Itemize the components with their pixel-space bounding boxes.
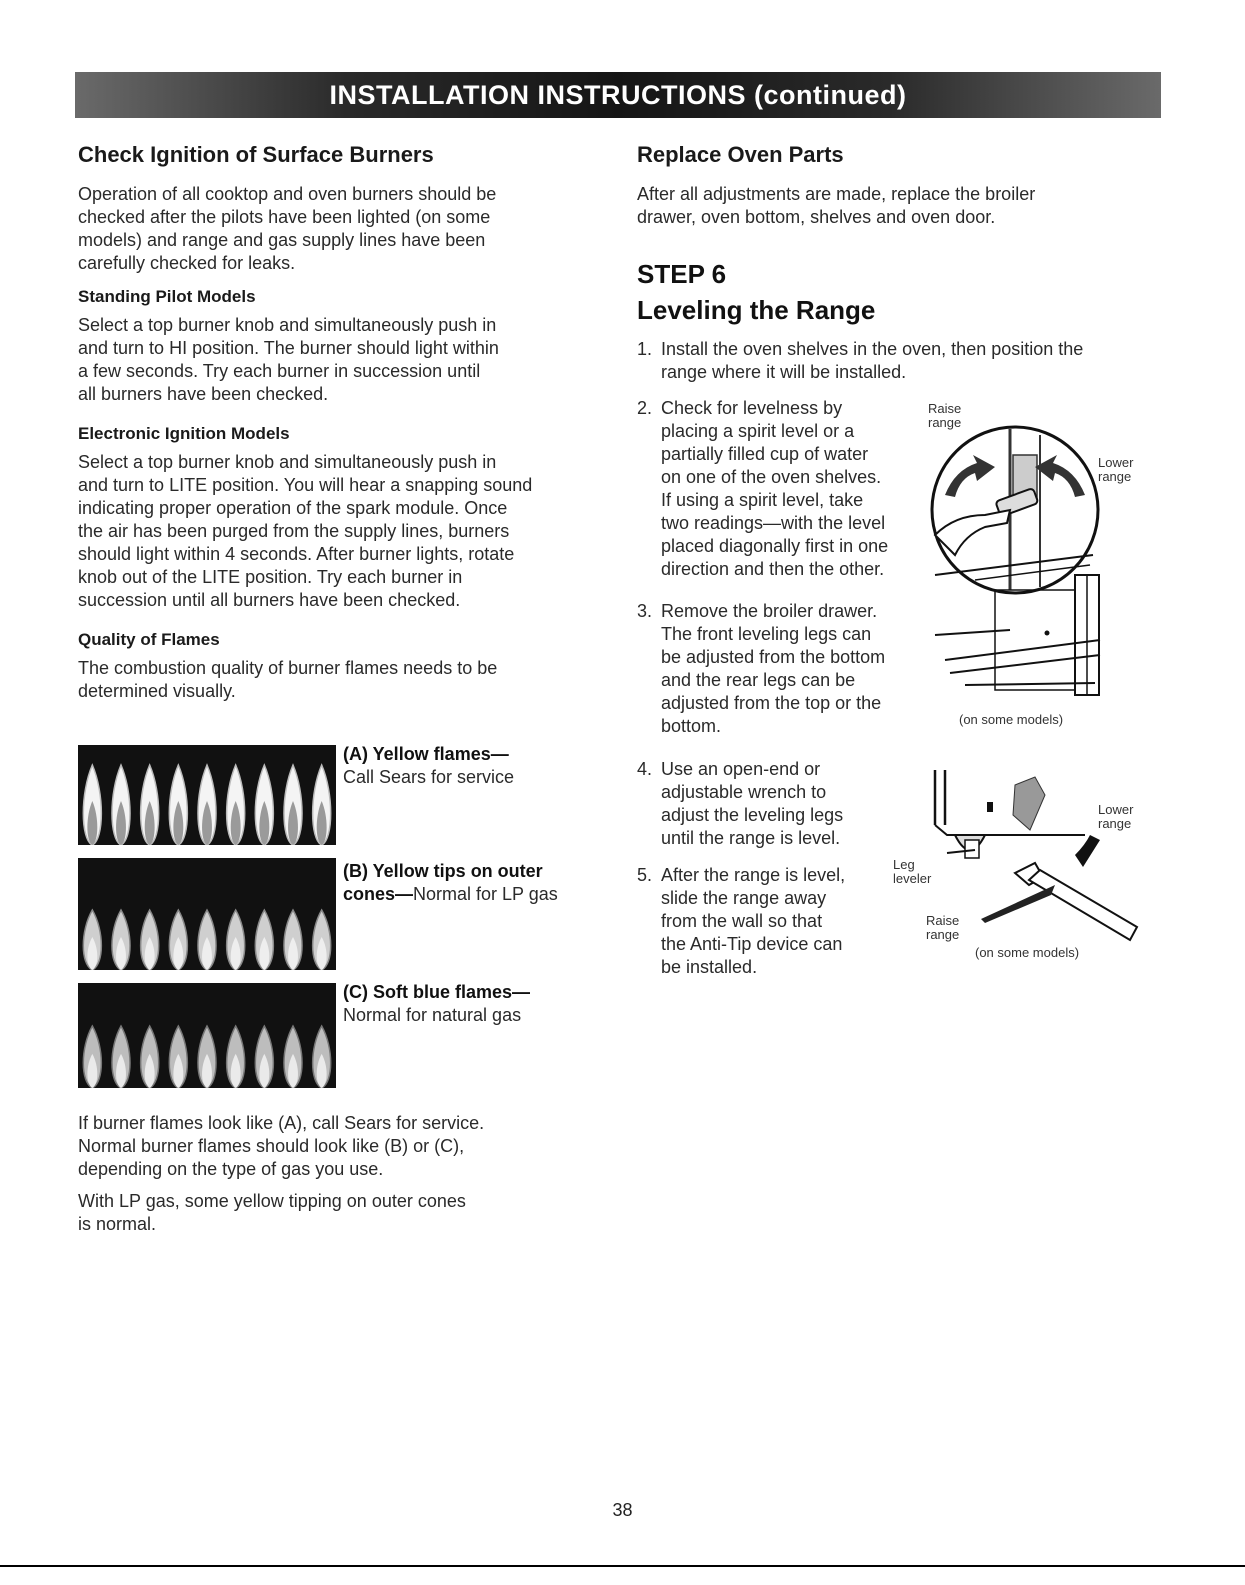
- text-line: depending on the type of gas you use.: [78, 1159, 384, 1179]
- text-line: the Anti-Tip device can: [661, 934, 843, 954]
- text-line: Select a top burner knob and simultaneously push in: [78, 315, 497, 335]
- section-banner: [75, 72, 1161, 118]
- yellow-tips-image: [78, 858, 336, 970]
- text-line: After the range is level,: [661, 865, 846, 885]
- text-line: Use an open-end or: [661, 759, 821, 779]
- fig1-raise-label: [928, 402, 961, 430]
- replace-oven-parts-heading: Replace Oven Parts: [637, 142, 844, 167]
- text-line: slide the range away: [661, 888, 827, 908]
- text-line: direction and then the other.: [661, 559, 885, 579]
- text-line: a few seconds. Try each burner in succession until: [78, 361, 481, 381]
- step-number: 2.: [637, 398, 653, 418]
- label-line: range: [1098, 816, 1132, 831]
- label-line: Leg: [893, 857, 915, 872]
- right-column: [637, 142, 1157, 229]
- label-line: range: [1098, 469, 1132, 484]
- quality-of-flames-text: [78, 657, 598, 703]
- label-line: range: [928, 415, 962, 430]
- step-number: 1.: [637, 339, 653, 359]
- text-line: The front leveling legs can: [661, 624, 872, 644]
- bottom-rule: [0, 1565, 1245, 1567]
- text-line: checked after the pilots have been lighted (on some: [78, 207, 491, 227]
- text-line: and turn to LITE position. You will hear a snapping sound: [78, 475, 533, 495]
- text-line: be installed.: [661, 957, 758, 977]
- text-line: should light within 4 seconds. After burner lights, rotate: [78, 544, 515, 564]
- text-line: Install the oven shelves in the oven, then position the: [661, 339, 1084, 359]
- text-line: from the wall so that: [661, 911, 823, 931]
- flame-caption-a-title: (A) Yellow flames—: [343, 744, 509, 764]
- text-line: models) and range and gas supply lines have been: [78, 230, 486, 250]
- step-title: Leveling the Range: [637, 295, 876, 325]
- text-line: If using a spirit level, take: [661, 490, 864, 510]
- leveling-shelf-illustration: [915, 415, 1115, 715]
- text-line: two readings—with the level: [661, 513, 886, 533]
- step-number: 5.: [637, 865, 653, 885]
- text-line: adjustable wrench to: [661, 782, 827, 802]
- step-label: STEP 6: [637, 259, 727, 289]
- closing-notes: [78, 1112, 598, 1236]
- fig2-note: (on some models): [975, 945, 1080, 960]
- standing-pilot-heading: Standing Pilot Models: [78, 287, 256, 306]
- text-line: on one of the oven shelves.: [661, 467, 882, 487]
- text-line: range where it will be installed.: [661, 362, 907, 382]
- text-line: knob out of the LITE position. Try each burner in: [78, 567, 463, 587]
- label-line: Raise: [928, 401, 962, 416]
- flame-caption-c-text: Normal for natural gas: [343, 1005, 522, 1025]
- text-line: drawer, oven bottom, shelves and oven door.: [637, 207, 996, 227]
- text-line: After all adjustments are made, replace the broiler: [637, 184, 1036, 204]
- fig1-lower-label: [1098, 456, 1133, 484]
- yellow-flames-image: [78, 745, 336, 845]
- label-line: leveler: [893, 871, 932, 886]
- text-line: all burners have been checked.: [78, 384, 329, 404]
- electronic-ignition-heading: Electronic Ignition Models: [78, 424, 290, 443]
- text-line: adjust the leveling legs: [661, 805, 844, 825]
- text-line: bottom.: [661, 716, 722, 736]
- text-line: Check for levelness by: [661, 398, 843, 418]
- text-line: placed diagonally first in one: [661, 536, 889, 556]
- fig1-note: (on some models): [959, 712, 1064, 727]
- text-line: determined visually.: [78, 681, 236, 701]
- standing-pilot-text: [78, 314, 598, 406]
- flame-caption-c-title: (C) Soft blue flames—: [343, 982, 531, 1002]
- flame-caption-a-text: Call Sears for service: [343, 767, 515, 787]
- text-line: and the rear legs can be: [661, 670, 856, 690]
- text-line: be adjusted from the bottom: [661, 647, 886, 667]
- step-number: 4.: [637, 759, 653, 779]
- fig2-lower-label: [1098, 803, 1133, 831]
- check-ignition-intro: [78, 183, 598, 275]
- text-line: Operation of all cooktop and oven burners should be: [78, 184, 497, 204]
- text-line: and turn to HI position. The burner should light within: [78, 338, 499, 358]
- text-line: the air has been purged from the supply lines, burners: [78, 521, 510, 541]
- flame-caption-c: [343, 981, 530, 1027]
- text-line: adjusted from the top or the: [661, 693, 882, 713]
- text-line: succession until all burners have been checked.: [78, 590, 461, 610]
- text-line: until the range is level.: [661, 828, 841, 848]
- label-line: Lower: [1098, 802, 1134, 817]
- banner-title: INSTALLATION INSTRUCTIONS (continued): [329, 79, 907, 110]
- page-number: 38: [612, 1500, 633, 1520]
- check-ignition-heading: Check Ignition of Surface Burners: [78, 142, 434, 167]
- label-line: Raise: [926, 913, 960, 928]
- fig2-raise-label: [926, 914, 959, 942]
- text-line: indicating proper operation of the spark module. Once: [78, 498, 508, 518]
- text-line: is normal.: [78, 1214, 157, 1234]
- yellow-tips-illustration: [78, 858, 336, 970]
- text-line: placing a spirit level or a: [661, 421, 855, 441]
- flame-caption-b: [343, 860, 558, 906]
- fig2-leg-leveler-label: [893, 858, 931, 886]
- flame-caption-b-title: (B) Yellow tips on outer: [343, 861, 543, 881]
- wrench-leveling-illustration: [925, 755, 1160, 950]
- step-number: 3.: [637, 601, 653, 621]
- text-line: carefully checked for leaks.: [78, 253, 296, 273]
- flame-caption-b-text: Normal for LP gas: [413, 884, 558, 904]
- text-line: Select a top burner knob and simultaneously push in: [78, 452, 497, 472]
- electronic-ignition-text: [78, 451, 598, 612]
- left-column: [78, 142, 598, 703]
- soft-blue-flames-image: [78, 983, 336, 1088]
- text-line: Remove the broiler drawer.: [661, 601, 878, 621]
- soft-blue-flames-illustration: [78, 983, 336, 1088]
- text-line: With LP gas, some yellow tipping on outer cones: [78, 1191, 466, 1211]
- text-line: The combustion quality of burner flames needs to be: [78, 658, 498, 678]
- flame-caption-a: [343, 743, 514, 789]
- label-line: range: [926, 927, 960, 942]
- quality-of-flames-heading: Quality of Flames: [78, 630, 220, 649]
- yellow-flames-illustration: [78, 745, 336, 845]
- replace-oven-parts-text: [637, 183, 1157, 229]
- text-line: Normal burner flames should look like (B) or (C),: [78, 1136, 465, 1156]
- text-line: partially filled cup of water: [661, 444, 869, 464]
- text-line: If burner flames look like (A), call Sears for service.: [78, 1113, 485, 1133]
- label-line: Lower: [1098, 455, 1134, 470]
- flame-caption-b-title-cont: cones—: [343, 884, 414, 904]
